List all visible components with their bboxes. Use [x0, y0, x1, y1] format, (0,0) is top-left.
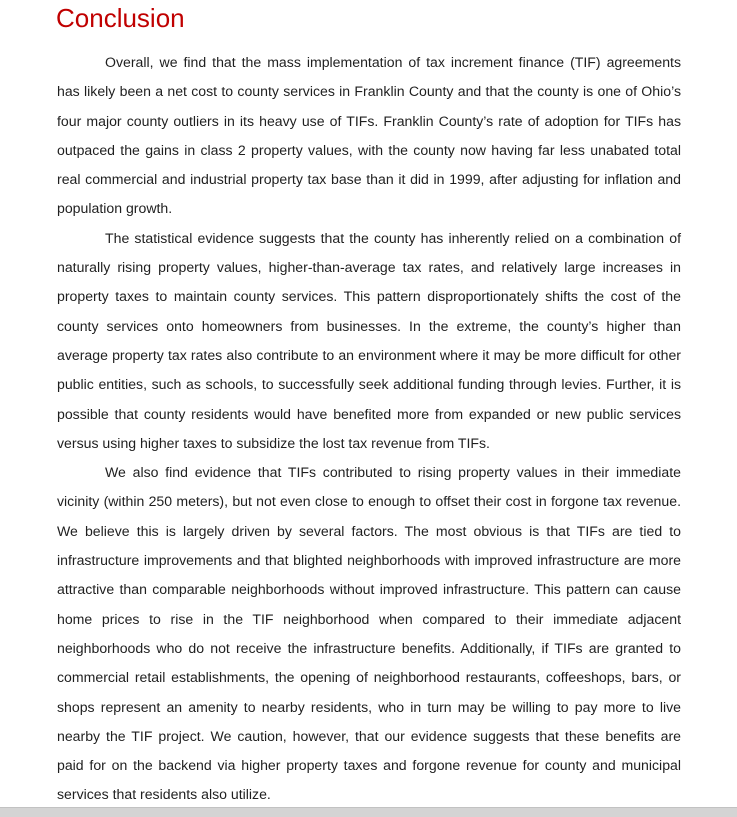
- paragraph-2: The statistical evidence suggests that the county has inherently relied on a combination of naturally rising property values, higher-than-average tax rates, and relatively large increases in property taxes to maintain county services. This pattern disproportionately shifts the cost of the county services onto homeowners from businesses. In the extreme, the county’s higher than average property tax rates also contribute to an environment where it may be more difficult for other public entities, such as schools, to successfully seek additional funding through levies. Further, it is possible that county residents would have benefited more from expanded or new public services versus using higher taxes to subsidize the lost tax revenue from TIFs.: [57, 229, 681, 451]
- body-text: [57, 48, 681, 810]
- section-heading: Conclusion: [56, 3, 185, 33]
- paragraph-3: We also find evidence that TIFs contributed to rising property values in their immediate vicinity (within 250 meters), but not even close to enough to offset their cost in forgone tax revenue. We believe this is largely driven by several factors. The most obvious is that TIFs are tied to infrastructure improvements and that blighted neighborhoods with improved infrastructure are more attractive than comparable neighborhoods without improved infrastructure. This pattern can cause home prices to rise in the TIF neighborhood when compared to their immediate adjacent neighborhoods who do not receive the infrastructure benefits. Additionally, if TIFs are granted to commercial retail establishments, the opening of neighborhood restaurants, coffeeshops, bars, or shops represent an amenity to nearby residents, who in turn may be willing to pay more to live nearby the TIF project. We caution, however, that our evidence suggests that these benefits are paid for on the backend via higher property taxes and forgone revenue for county and municipal services that residents also utilize.: [57, 464, 681, 803]
- page-bottom-edge: [0, 807, 737, 817]
- paragraph-1: Overall, we find that the mass implementation of tax increment finance (TIF) agreements has likely been a net cost to county services in Franklin County and that the county is one of Ohio’s four major county outliers in its heavy use of TIFs. Franklin County’s rate of adoption for TIFs has outpaced the gains in class 2 property values, with the county now having far less unabated total real commercial and industrial property tax base than it did in 1999, after adjusting for inflation and population growth.: [57, 54, 681, 217]
